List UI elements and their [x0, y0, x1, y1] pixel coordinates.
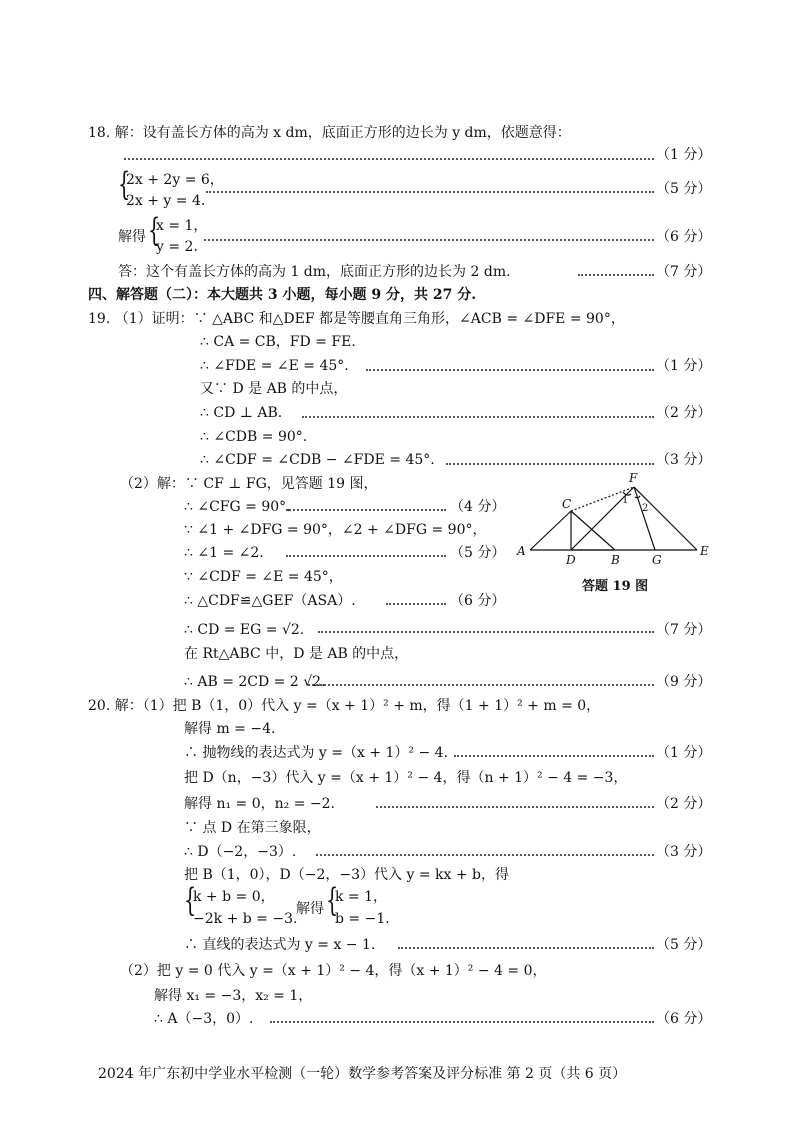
score-label: （5 分） — [656, 937, 712, 953]
score-label: （9 分） — [656, 674, 712, 690]
answer-text: 答：这个有盖长方体的高为 1 dm，底面正方形的边长为 2 dm. — [118, 264, 511, 280]
q19-line: （2）解：∵ CF ⊥ FG，见答题 19 图， — [120, 476, 378, 492]
q20-line: 把 D（n，−3）代入 y =（x + 1）² − 4，得（n + 1）² − 4 = −3， — [184, 770, 628, 786]
q19-line: ∴ ∠1 = ∠2. — [184, 545, 264, 561]
segment-fe — [634, 487, 697, 550]
segment-ac — [530, 511, 571, 550]
section-heading: 四、解答题（二）：本大题共 3 小题，每小题 9 分，共 27 分. — [88, 287, 477, 303]
equation: b = −1. — [335, 911, 390, 927]
solve-label: 解得 — [118, 229, 146, 245]
figure-caption: 答题 19 图 — [582, 579, 649, 594]
q19-line: ∴ ∠CDB = 90°. — [200, 429, 308, 445]
system-brace: { — [326, 881, 339, 919]
score-label: （3 分） — [656, 844, 712, 860]
leader-dots — [318, 631, 654, 633]
label-f: F — [629, 471, 638, 485]
angle-2-label: 2 — [642, 503, 649, 514]
score-label: （1 分） — [656, 745, 712, 761]
q20-line: 解得 x₁ = −3，x₂ = 1， — [154, 988, 313, 1004]
q19-line: ∴ ∠CDF = ∠CDB − ∠FDE = 45°. — [200, 452, 435, 468]
system-brace: { — [118, 165, 131, 203]
leader-dots — [204, 239, 654, 241]
leader-dots — [376, 806, 654, 808]
q19-line: ∵ ∠1 + ∠DFG = 90°，∠2 + ∠DFG = 90°， — [184, 522, 487, 538]
q19-line: ∵ ∠CDF = ∠E = 45°， — [184, 569, 343, 585]
system-brace: { — [148, 211, 161, 249]
score-label: （6 分） — [656, 1011, 712, 1027]
label-d: D — [566, 553, 576, 567]
leader-dots — [302, 416, 654, 418]
leader-dots — [270, 1021, 654, 1023]
score-label: （2 分） — [656, 405, 712, 421]
score-label: （6 分） — [656, 229, 712, 245]
solve-label: 解得 — [296, 901, 324, 917]
q20-line: 解得 n₁ = 0，n₂ = −2. — [184, 796, 335, 812]
angle-1-label: 1 — [622, 495, 629, 506]
leader-dots — [386, 603, 446, 605]
leader-dots — [308, 684, 654, 686]
score-label: （7 分） — [656, 264, 712, 280]
q20-line: ∴ A（−3，0）. — [154, 1011, 254, 1027]
q20-line: （2）把 y = 0 代入 y =（x + 1）² − 4，得（x + 1）² − 4 = 0， — [120, 963, 547, 979]
equation: x = 1， — [156, 218, 208, 234]
q20-line: ∵ 点 D 在第三象限， — [184, 820, 321, 836]
equation: 2x + y = 4. — [126, 193, 206, 209]
q19-line: ∴ CD ⊥ AB. — [200, 405, 283, 421]
q19-line: ∴ ∠FDE = ∠E = 45°. — [200, 358, 349, 374]
q19-line: 在 Rt△ABC 中，D 是 AB 的中点， — [184, 646, 409, 662]
page-footer: 2024 年广东初中学业水平检测（一轮）数学参考答案及评分标准 第 2 页（共 6 页） — [98, 1066, 627, 1082]
score-label: （1 分） — [656, 358, 712, 374]
leader-dots — [206, 191, 654, 193]
equation: y = 2. — [156, 239, 198, 255]
score-label: （5 分） — [656, 181, 712, 197]
q20-line: 解得 m = −4. — [184, 721, 276, 737]
q18-intro: 18. 解：设有盖长方体的高为 x dm，底面正方形的边长为 y dm，依题意得： — [88, 125, 571, 141]
score-label: （7 分） — [656, 622, 712, 638]
q20-line: 把 B（1，0），D（−2，−3）代入 y = kx + b，得 — [184, 867, 510, 883]
label-a: A — [517, 544, 526, 558]
system-brace: { — [184, 881, 197, 919]
score-label: （1 分） — [656, 147, 712, 163]
leader-dots — [286, 555, 446, 557]
label-b: B — [611, 553, 620, 567]
q19-line: ∴ ∠CFG = 90°. — [184, 499, 291, 515]
score-label: （6 分） — [450, 593, 506, 609]
equation: k = 1， — [335, 889, 388, 905]
score-label: （2 分） — [656, 796, 712, 812]
leader-dots — [446, 463, 654, 465]
q20-line: 20. 解：（1）把 B（1，0）代入 y =（x + 1）² + m，得（1 + 1）² + m = 0， — [88, 698, 601, 714]
q20-line: ∴ D（−2，−3）. — [184, 844, 297, 860]
q19-line: ∴ CD = EG = √2. — [184, 622, 305, 638]
q19-line: 19. （1）证明：∵ △ABC 和△DEF 都是等腰直角三角形，∠ACB = ∠DFE = 90°， — [88, 311, 625, 327]
equation: k + b = 0， — [193, 889, 275, 905]
q19-line: ∴ AB = 2CD = 2 √2. — [184, 674, 326, 690]
leader-dots — [578, 274, 654, 276]
leader-dots — [366, 369, 654, 371]
score-label: （3 分） — [656, 452, 712, 468]
label-e: E — [700, 544, 709, 558]
leader-dots — [454, 755, 654, 757]
label-c: C — [562, 497, 572, 511]
equation: −2k + b = −3. — [193, 911, 298, 927]
q20-line: ∴ 抛物线的表达式为 y =（x + 1）² − 4. — [184, 745, 449, 761]
label-g: G — [652, 553, 662, 567]
leader-dots — [124, 158, 654, 160]
score-label: （5 分） — [450, 545, 506, 561]
equation: 2x + 2y = 6， — [126, 172, 224, 188]
q19-line: ∴ CA = CB，FD = FE. — [200, 334, 356, 350]
leader-dots — [398, 947, 654, 949]
q19-line: ∴ △CDF≌△GEF（ASA）. — [184, 593, 356, 609]
q19-line: 又∵ D 是 AB 的中点， — [200, 381, 348, 397]
leader-dots — [316, 854, 654, 856]
leader-dots — [286, 509, 446, 511]
score-label: （4 分） — [450, 499, 506, 515]
segment-fg — [634, 487, 655, 550]
q20-line: ∴ 直线的表达式为 y = x − 1. — [184, 937, 376, 953]
